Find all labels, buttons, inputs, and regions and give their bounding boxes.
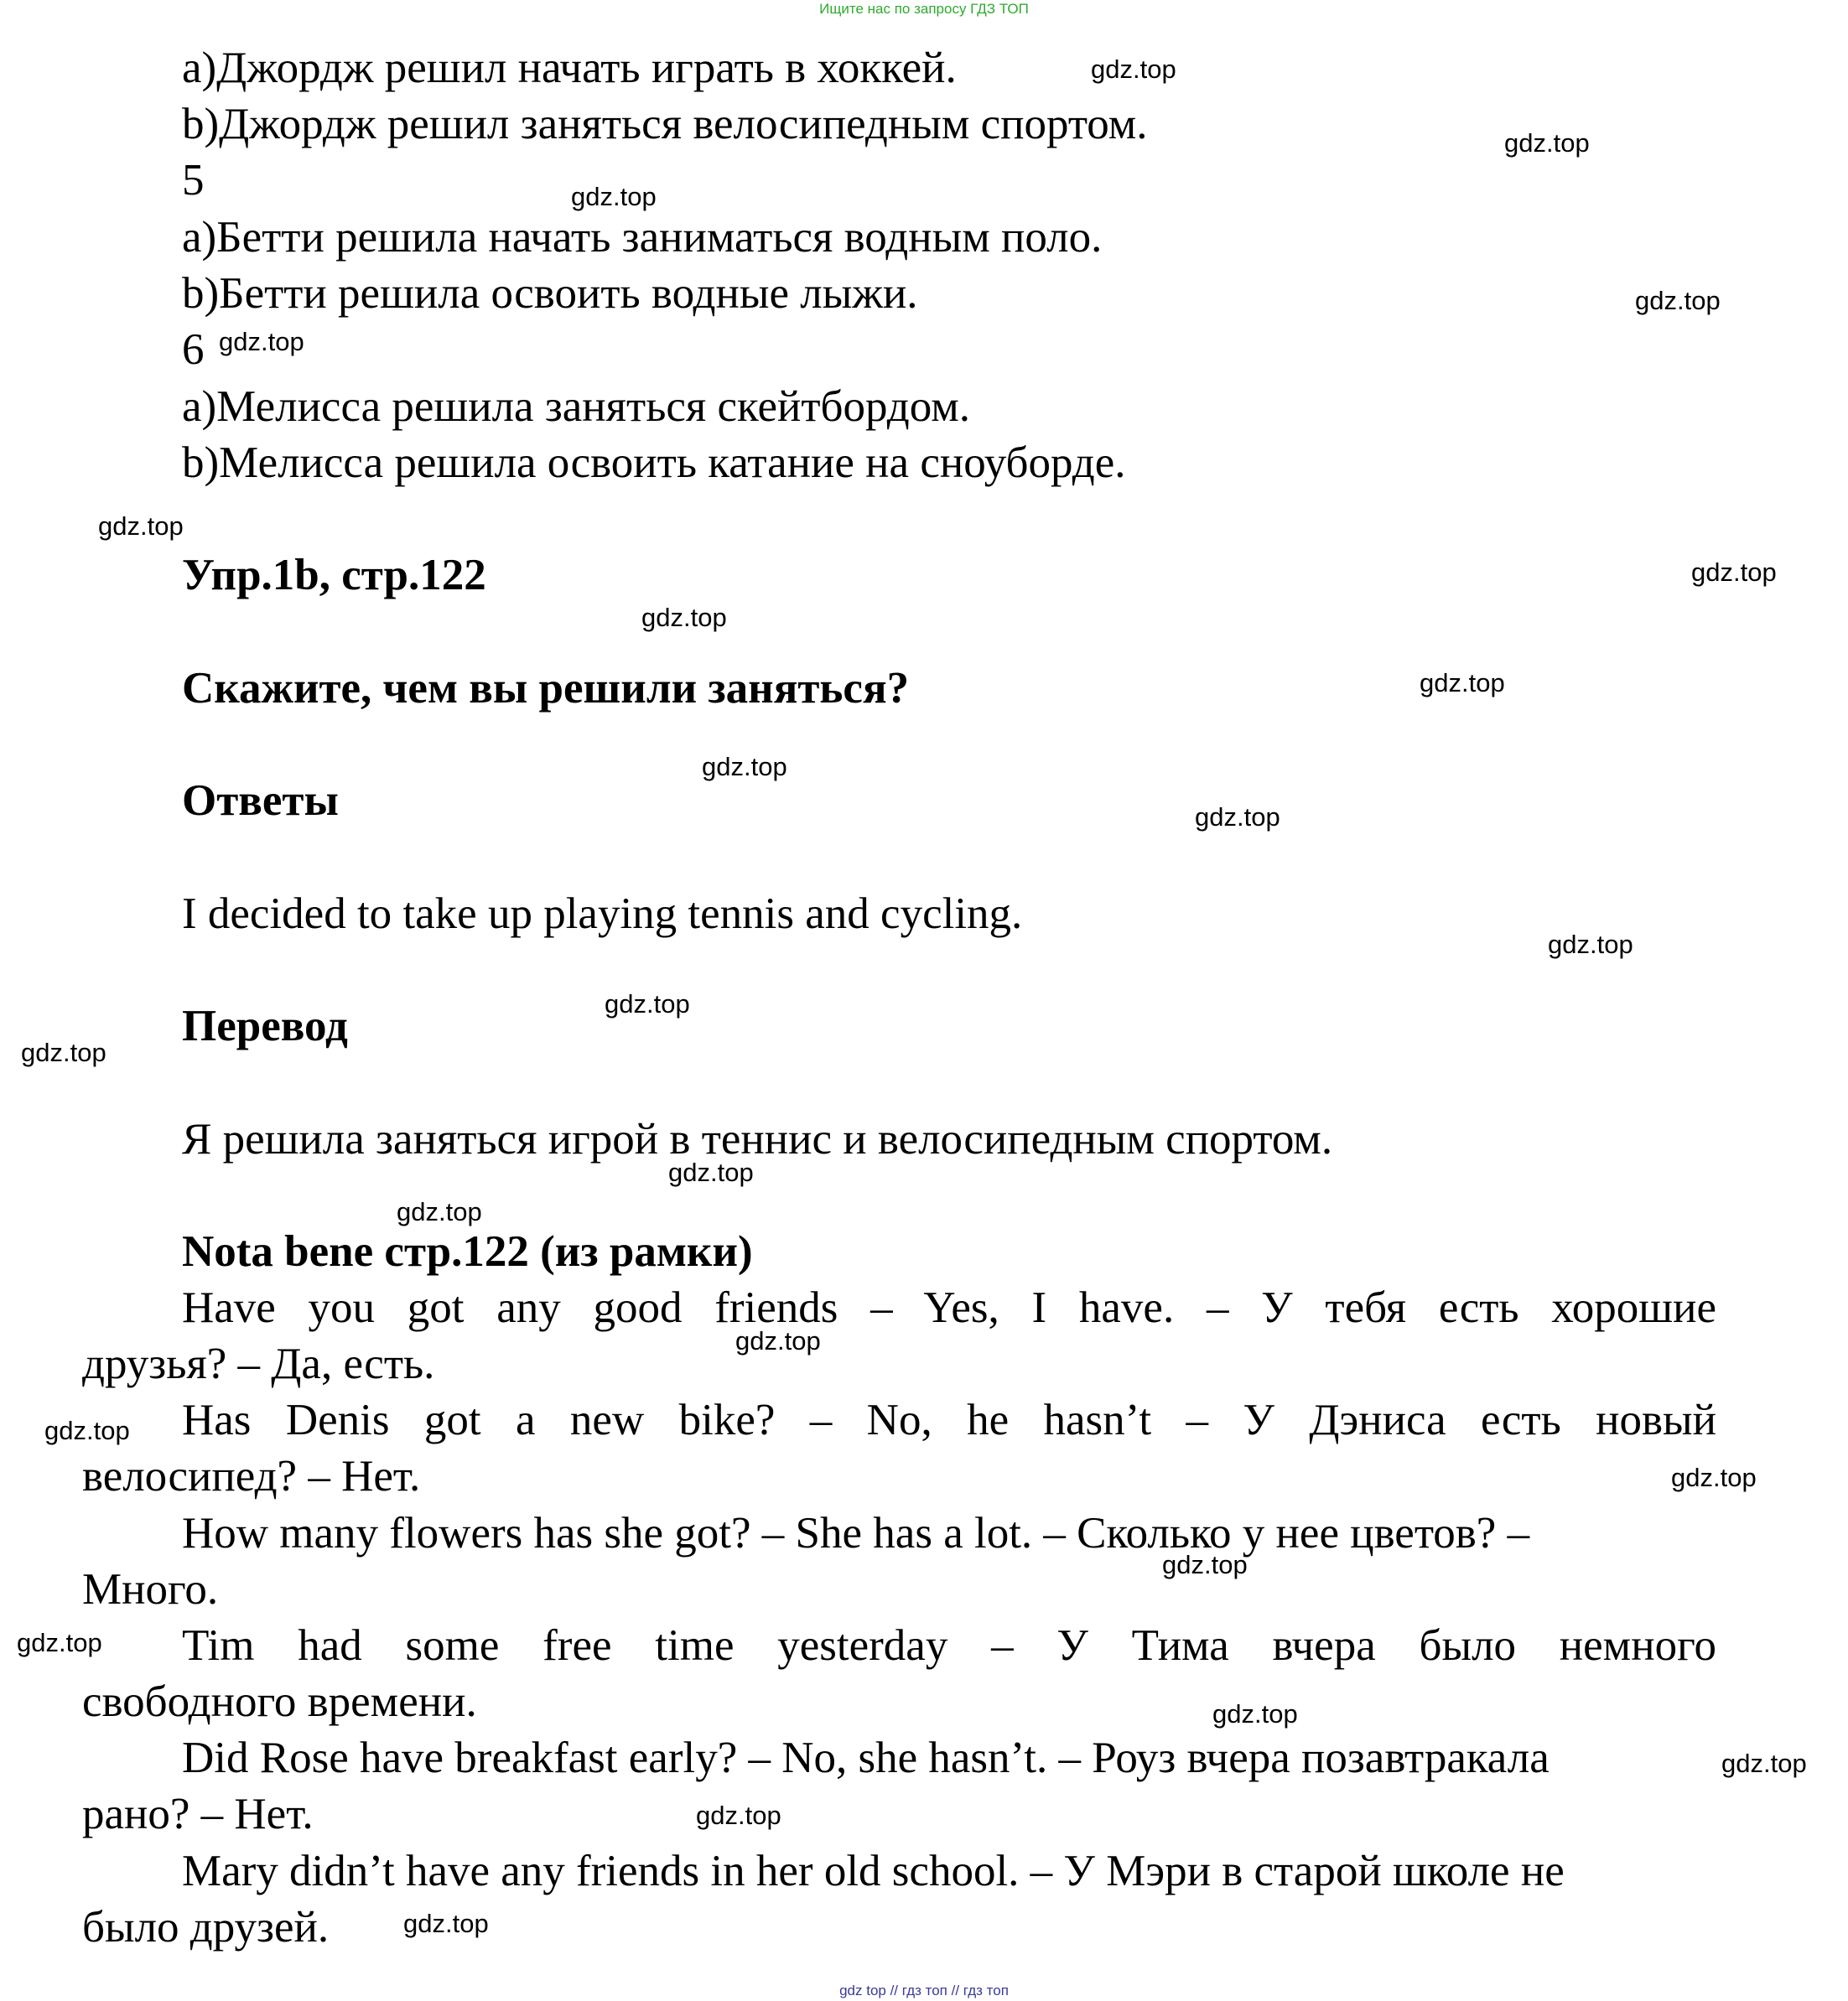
translation-text: Я решила заняться игрой в теннис и велосипедным спортом.	[182, 1115, 1333, 1164]
nota-bene-item-6-cont: было друзей.	[82, 1903, 330, 1952]
option-4a: a)Джордж решил начать играть в хоккей.	[182, 44, 957, 92]
exercise-heading: Упр.1b, стр.122	[182, 551, 486, 599]
translation-heading: Перевод	[182, 1002, 348, 1050]
nota-bene-item-1: Have you got any good friends – Yes, I have. – У тебя есть хорошие	[182, 1283, 1716, 1332]
watermark: gdz.top	[44, 1416, 130, 1445]
watermark: gdz.top	[1635, 286, 1721, 315]
watermark: gdz.top	[605, 989, 690, 1019]
answers-heading: Ответы	[182, 776, 339, 825]
nota-bene-item-5: Did Rose have breakfast early? – No, she hasn’t. – Роуз вчера позавтракала	[182, 1734, 1550, 1782]
nota-bene-item-5-cont: рано? – Нет.	[82, 1790, 314, 1838]
watermark: gdz.top	[571, 182, 657, 211]
option-6b: b)Мелисса решила освоить катание на сноуборде.	[182, 438, 1126, 487]
watermark: gdz.top	[1721, 1749, 1807, 1778]
watermark: gdz.top	[1548, 930, 1633, 959]
watermark: gdz.top	[1212, 1699, 1298, 1729]
watermark: gdz.top	[702, 752, 787, 781]
top-search-note: Ищите нас по запросу ГДЗ ТОП	[819, 1, 1029, 17]
nota-bene-item-6: Mary didn’t have any friends in her old school. – У Мэри в старой школе не	[182, 1847, 1565, 1895]
item-number-5: 5	[182, 156, 205, 205]
watermark: gdz.top	[1671, 1463, 1757, 1492]
exercise-question: Скажите, чем вы решили заняться?	[182, 664, 910, 713]
option-5a: a)Бетти решила начать заниматься водным поло.	[182, 213, 1103, 262]
watermark: gdz.top	[219, 327, 304, 356]
watermark: gdz.top	[1091, 54, 1176, 84]
answer-text: I decided to take up playing tennis and cycling.	[182, 889, 1023, 938]
option-5b: b)Бетти решила освоить водные лыжи.	[182, 269, 918, 318]
watermark: gdz.top	[735, 1326, 821, 1356]
nota-bene-item-2-cont: велосипед? – Нет.	[82, 1452, 421, 1501]
nota-bene-item-3-cont: Много.	[82, 1565, 219, 1614]
watermark: gdz.top	[98, 511, 184, 541]
nota-bene-item-4: Tim had some free time yesterday – У Тима вчера было немного	[182, 1621, 1716, 1670]
watermark: gdz.top	[1195, 802, 1280, 832]
watermark: gdz.top	[1504, 128, 1590, 158]
watermark: gdz.top	[17, 1628, 102, 1657]
footer-watermark: gdz top // гдз топ // гдз топ	[839, 1983, 1009, 1998]
nota-bene-item-4-cont: свободного времени.	[82, 1677, 477, 1726]
watermark: gdz.top	[668, 1158, 754, 1187]
option-4b: b)Джордж решил заняться велосипедным спортом.	[182, 100, 1148, 148]
nota-bene-item-3: How many flowers has she got? – She has a lot. – Сколько у нее цветов? –	[182, 1509, 1530, 1558]
nota-bene-item-1-cont: друзья? – Да, есть.	[82, 1340, 435, 1388]
option-6a: a)Мелисса решила заняться скейтбордом.	[182, 382, 971, 431]
watermark: gdz.top	[397, 1197, 482, 1226]
nota-bene-heading: Nota bene стр.122 (из рамки)	[182, 1227, 753, 1276]
watermark: gdz.top	[696, 1801, 781, 1830]
watermark: gdz.top	[1162, 1550, 1248, 1579]
nota-bene-item-2: Has Denis got a new bike? – No, he hasn’t – У Дэниса есть новый	[182, 1396, 1716, 1444]
watermark: gdz.top	[403, 1909, 489, 1938]
watermark: gdz.top	[1420, 668, 1505, 697]
item-number-6: 6	[182, 325, 205, 374]
watermark: gdz.top	[641, 603, 727, 632]
watermark: gdz.top	[1691, 557, 1777, 587]
watermark: gdz.top	[21, 1038, 106, 1067]
